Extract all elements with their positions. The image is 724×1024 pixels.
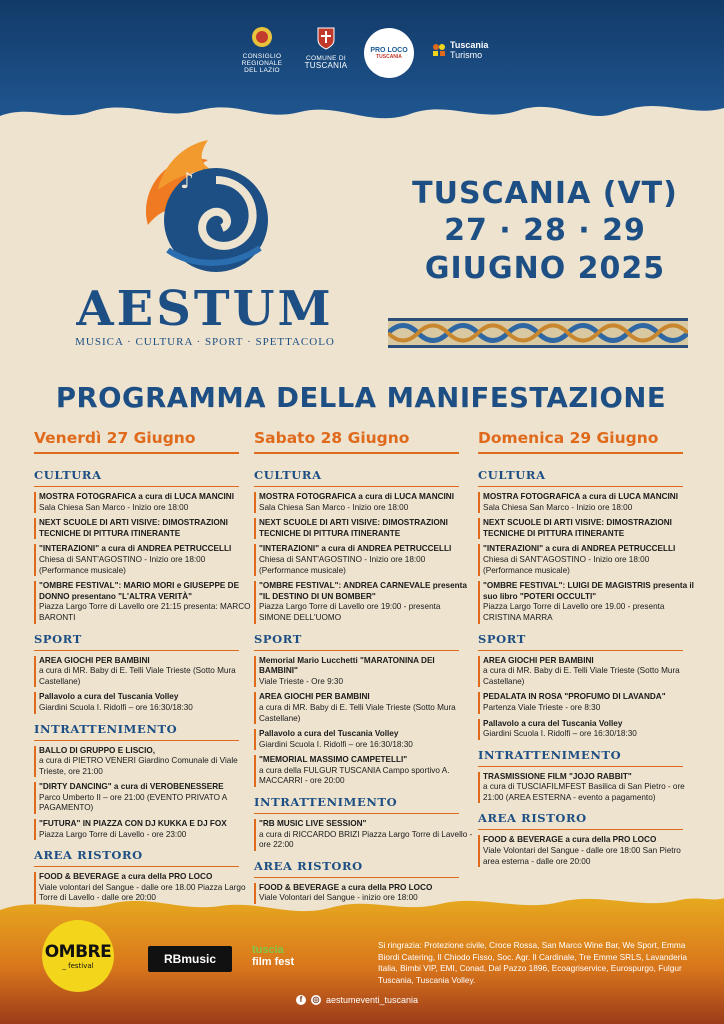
section-divider (254, 486, 459, 487)
event-title: NEXT SCUOLE DI ARTI VISIVE: DIMOSTRAZIONI TECNICHE DI PITTURA ITINERANTE (483, 518, 672, 538)
event-item (34, 518, 254, 539)
tuscania-turismo-logo (432, 40, 512, 60)
event-detail: Piazza Largo Torre di Lavello ore 19.00 - presenta CRISTINA MARRA (483, 602, 665, 622)
rb-music-logo (148, 946, 232, 972)
event-title: "INTERAZIONI" a cura di ANDREA PETRUCCELLI (483, 544, 676, 554)
event-item (254, 544, 474, 576)
event-item (478, 656, 698, 688)
event-title: NEXT SCUOLE DI ARTI VISIVE: DIMOSTRAZIONI TECNICHE DI PITTURA ITINERANTE (39, 518, 228, 538)
event-detail: Viale volontari del Sangue - dalle ore 18.00 Piazza Largo Torre di Lavello - dalle ore 20:00 (39, 882, 246, 903)
section-divider (254, 813, 459, 814)
event-item (478, 581, 698, 623)
proloco-line1: PRO LOCO (370, 46, 408, 54)
brand-block (70, 282, 340, 348)
event-title: "RB MUSIC LIVE SESSION" (259, 819, 367, 829)
event-detail: a cura di RICCARDO BRIZI Piazza Largo Torre di Lavello - ore 22:00 (259, 829, 473, 850)
comune-tuscania-logo (300, 26, 352, 69)
instagram-icon[interactable]: ◎ (312, 995, 320, 1004)
event-detail: a cura di TUSCIAFILMFEST Basilica di San Pietro - ore 21:00 (AREA ESTERNA - evento a pagamento) (483, 782, 685, 802)
consiglio-regionale-logo (238, 26, 286, 74)
section-title: AREA RISTORO (34, 848, 143, 863)
proloco-line2: TUSCANIA (376, 53, 402, 60)
event-title: Pallavolo a cura del Tuscania Volley (39, 692, 179, 702)
event-item (254, 656, 474, 688)
thanks-text: Si ringrazia: Protezione civile, Croce Rossa, San Marco Wine Bar, We Sport, Emma Biordi Catering, Il Chiodo Fisso, Soc. Agr. Il Cardinale, Tre Emme SRLS, Lavanderia Italia, Bimbi VIP, EMI, Conad, Dal Pazzo 1896, Ecoagriservice, Eurospurgo, Fulgur Tuscania, Tuscania Volley. (378, 940, 687, 985)
event-title: FOOD & BEVERAGE a cura della PRO LOCO (259, 882, 433, 892)
event-title: "DIRTY DANCING" a cura di VEROBENESSERE (39, 782, 224, 792)
day-divider (478, 452, 683, 454)
section-title: INTRATTENIMENTO (254, 795, 398, 810)
event-heading (395, 176, 695, 288)
day-title: Sabato 28 Giugno (254, 429, 410, 447)
event-item (478, 835, 698, 867)
event-item (254, 492, 474, 513)
event-detail: Giardini Scuola I. Ridolfi – ore 16:30/18:30 (39, 702, 193, 712)
event-item (34, 819, 254, 840)
event-title: MOSTRA FOTOGRAFICA a cura di LUCA MANCINI (483, 492, 678, 501)
event-detail: Piazza Largo Torre di Lavello - ore 23:00 (39, 829, 187, 839)
tff-line2: film fest (252, 956, 295, 968)
program-title: PROGRAMMA DELLA MANIFESTAZIONE (55, 382, 667, 414)
event-place: TUSCANIA (VT) (412, 176, 678, 211)
event-item (478, 544, 698, 576)
event-title: TRASMISSIONE FILM "JOJO RABBIT" (483, 771, 632, 781)
section-divider (478, 486, 683, 487)
brand-tagline: MUSICA · CULTURA · SPORT · SPETTACOLO (75, 336, 335, 348)
ombre-name: OMBRE (44, 942, 112, 962)
event-detail: a cura della FULGUR TUSCANIA Campo sportivo A. MACCARRI - ore 20:00 (259, 765, 450, 786)
section-divider (34, 866, 239, 867)
event-item (254, 729, 474, 750)
event-title: AREA GIOCHI PER BAMBINI (483, 655, 594, 665)
event-item (34, 782, 254, 814)
section-divider (34, 486, 239, 487)
event-item (34, 581, 254, 623)
event-item (478, 518, 698, 539)
event-detail: Viale Trieste - Ore 9:30 (259, 676, 344, 686)
section-title: INTRATTENIMENTO (34, 721, 178, 736)
section-divider (478, 650, 683, 651)
brand-name: AESTUM (76, 281, 334, 337)
section-title: CULTURA (34, 468, 102, 482)
event-detail: Partenza Viale Trieste - ore 8:30 (483, 702, 601, 712)
event-detail: Piazza Largo Torre di Lavello ore 19:00 - presenta SIMONE DELL'UOMO (259, 602, 441, 622)
day-title: Domenica 29 Giugno (478, 429, 659, 447)
event-detail: Sala Chiesa San Marco - Inizio ore 18:00 (259, 502, 409, 512)
section-title: SPORT (254, 631, 302, 646)
ombre-sub: _ festival (62, 962, 94, 970)
event-title: PEDALATA IN ROSA "PROFUMO DI LAVANDA" (483, 692, 666, 702)
turismo-line2: Turismo (450, 50, 483, 60)
event-title: "OMBRE FESTIVAL": LUIGI DE MAGISTRIS presenta il suo libro "POTERI OCCULTI" (483, 581, 694, 601)
event-title: FOOD & BEVERAGE a cura della PRO LOCO (39, 872, 213, 882)
section-divider (478, 829, 683, 830)
section-divider (478, 766, 683, 767)
event-item (478, 492, 698, 513)
event-detail: Viale Volontari del Sangue - inizio ore 18:00 (259, 893, 418, 903)
event-detail: Sala Chiesa San Marco - Inizio ore 18:00 (483, 502, 633, 512)
comune-label: COMUNE DI (306, 55, 346, 62)
comune-name: TUSCANIA (304, 61, 348, 70)
event-item (34, 692, 254, 713)
section-divider (34, 740, 239, 741)
section-title: AREA RISTORO (478, 811, 587, 826)
section-divider (34, 650, 239, 651)
day-divider (254, 452, 459, 454)
event-item (254, 692, 474, 724)
event-dates: 27 · 28 · 29 (444, 213, 646, 248)
event-title: "FUTURA" IN PIAZZA CON DJ KUKKA E DJ FOX (39, 819, 227, 829)
event-detail: a cura di MR. Baby di E. Telli Viale Trieste (Sotto Mura Castellane) (483, 666, 680, 686)
event-detail: Chiesa di SANT'AGOSTINO - Inizio ore 18:00 (Performance musicale) (259, 554, 426, 575)
event-title: MOSTRA FOTOGRAFICA a cura di LUCA MANCINI (259, 492, 454, 501)
event-detail: a cura di MR. Baby di E. Telli Viale Trieste (Sotto Mura Castellane) (39, 666, 236, 686)
section-title: CULTURA (254, 468, 322, 482)
lazio-emblem-icon (251, 26, 273, 48)
mosaic-band (388, 318, 688, 348)
social-handle[interactable] (296, 995, 418, 1005)
day-column-friday (34, 428, 254, 909)
day-title: Venerdì 27 Giugno (34, 429, 196, 447)
event-detail: a cura di PIETRO VENERI Giardino Comunale di Viale Trieste, ore 21:00 (39, 756, 238, 776)
day-divider (34, 452, 239, 454)
event-title: NEXT SCUOLE DI ARTI VISIVE: DIMOSTRAZIONI TECNICHE DI PITTURA ITINERANTE (259, 518, 448, 538)
event-detail: Parco Umberto II – ore 21:00 (EVENTO PRIVATO A PAGAMENTO) (39, 792, 227, 813)
event-title: BALLO DI GRUPPO E LISCIO, (39, 745, 155, 755)
event-detail: Chiesa di SANT'AGOSTINO - Inizio ore 18:00 (Performance musicale) (39, 554, 206, 575)
event-item (34, 544, 254, 576)
event-detail: Giardini Scuola I. Ridolfi – ore 16:30/18:30 (483, 729, 637, 739)
comune-shield-icon (317, 26, 335, 50)
section-title: AREA RISTORO (254, 858, 363, 873)
aestum-wave-logo (128, 130, 278, 280)
event-item (478, 719, 698, 740)
svg-text:✦: ✦ (198, 166, 210, 182)
rb-label: RBmusic (163, 952, 216, 966)
section-title: SPORT (34, 631, 82, 646)
day-column-sunday (478, 428, 698, 872)
event-item (34, 492, 254, 513)
event-title: "INTERAZIONI" a cura di ANDREA PETRUCCELLI (39, 544, 232, 554)
top-blue-band (0, 0, 724, 140)
svg-text:♪: ♪ (180, 169, 195, 194)
section-title: INTRATTENIMENTO (478, 747, 622, 762)
facebook-icon[interactable]: f (296, 995, 306, 1005)
event-item (254, 581, 474, 623)
event-title: Pallavolo a cura del Tuscania Volley (483, 718, 623, 728)
event-item (254, 518, 474, 539)
event-item (34, 656, 254, 688)
event-title: MOSTRA FOTOGRAFICA a cura di LUCA MANCINI (39, 492, 234, 501)
event-item (478, 772, 698, 804)
event-month: GIUGNO 2025 (424, 251, 666, 286)
section-title: SPORT (478, 631, 526, 646)
event-title: "OMBRE FESTIVAL": MARIO MORI e GIUSEPPE DE DONNO presentano "L'ALTRA VERITÀ" (39, 581, 240, 601)
event-detail: Chiesa di SANT'AGOSTINO - Inizio ore 18:00 (Performance musicale) (483, 554, 650, 575)
turismo-icon (432, 43, 446, 57)
tff-line1: tuscia (252, 944, 284, 956)
tuscia-film-fest-logo (252, 944, 294, 968)
event-detail: Sala Chiesa San Marco - Inizio ore 18:00 (39, 502, 189, 512)
event-title: Memorial Mario Lucchetti "MARATONINA DEI BAMBINI" (259, 655, 435, 676)
event-title: "OMBRE FESTIVAL": ANDREA CARNEVALE presenta "IL DESTINO DI UN BOMBER" (259, 581, 467, 601)
event-title: "MEMORIAL MASSIMO CAMPETELLI" (259, 755, 408, 765)
event-item (254, 819, 474, 851)
event-title: AREA GIOCHI PER BAMBINI (39, 655, 150, 665)
event-item (254, 755, 474, 787)
event-detail: Piazza Largo Torre di Lavello ore 21:15 presenta: MARCO BARONTI (39, 602, 251, 622)
event-detail: a cura di MR. Baby di E. Telli Viale Trieste (Sotto Mura Castellane) (259, 702, 456, 723)
turismo-line1: Tuscania (450, 40, 489, 50)
ombre-festival-logo (42, 920, 114, 992)
section-divider (254, 877, 459, 878)
section-divider (254, 650, 459, 651)
event-detail: Viale Volontari del Sangue - dalle ore 18:00 San Pietro area esterna - dalle ore 20:00 (483, 846, 681, 866)
section-title: CULTURA (478, 468, 546, 482)
event-item (34, 746, 254, 778)
social-label: aestumeventi_tuscania (326, 995, 419, 1005)
day-column-saturday (254, 428, 474, 909)
proloco-logo (364, 28, 414, 78)
event-item (478, 692, 698, 713)
event-detail: Giardini Scuola I. Ridolfi – ore 16:30/18:30 (259, 739, 413, 749)
lazio-label: CONSIGLIO REGIONALE DEL LAZIO (241, 53, 283, 74)
event-title: FOOD & BEVERAGE a cura della PRO LOCO (483, 835, 657, 845)
event-title: AREA GIOCHI PER BAMBINI (259, 692, 370, 702)
event-title: "INTERAZIONI" a cura di ANDREA PETRUCCELLI (259, 544, 452, 554)
event-title: Pallavolo a cura del Tuscania Volley (259, 729, 399, 739)
